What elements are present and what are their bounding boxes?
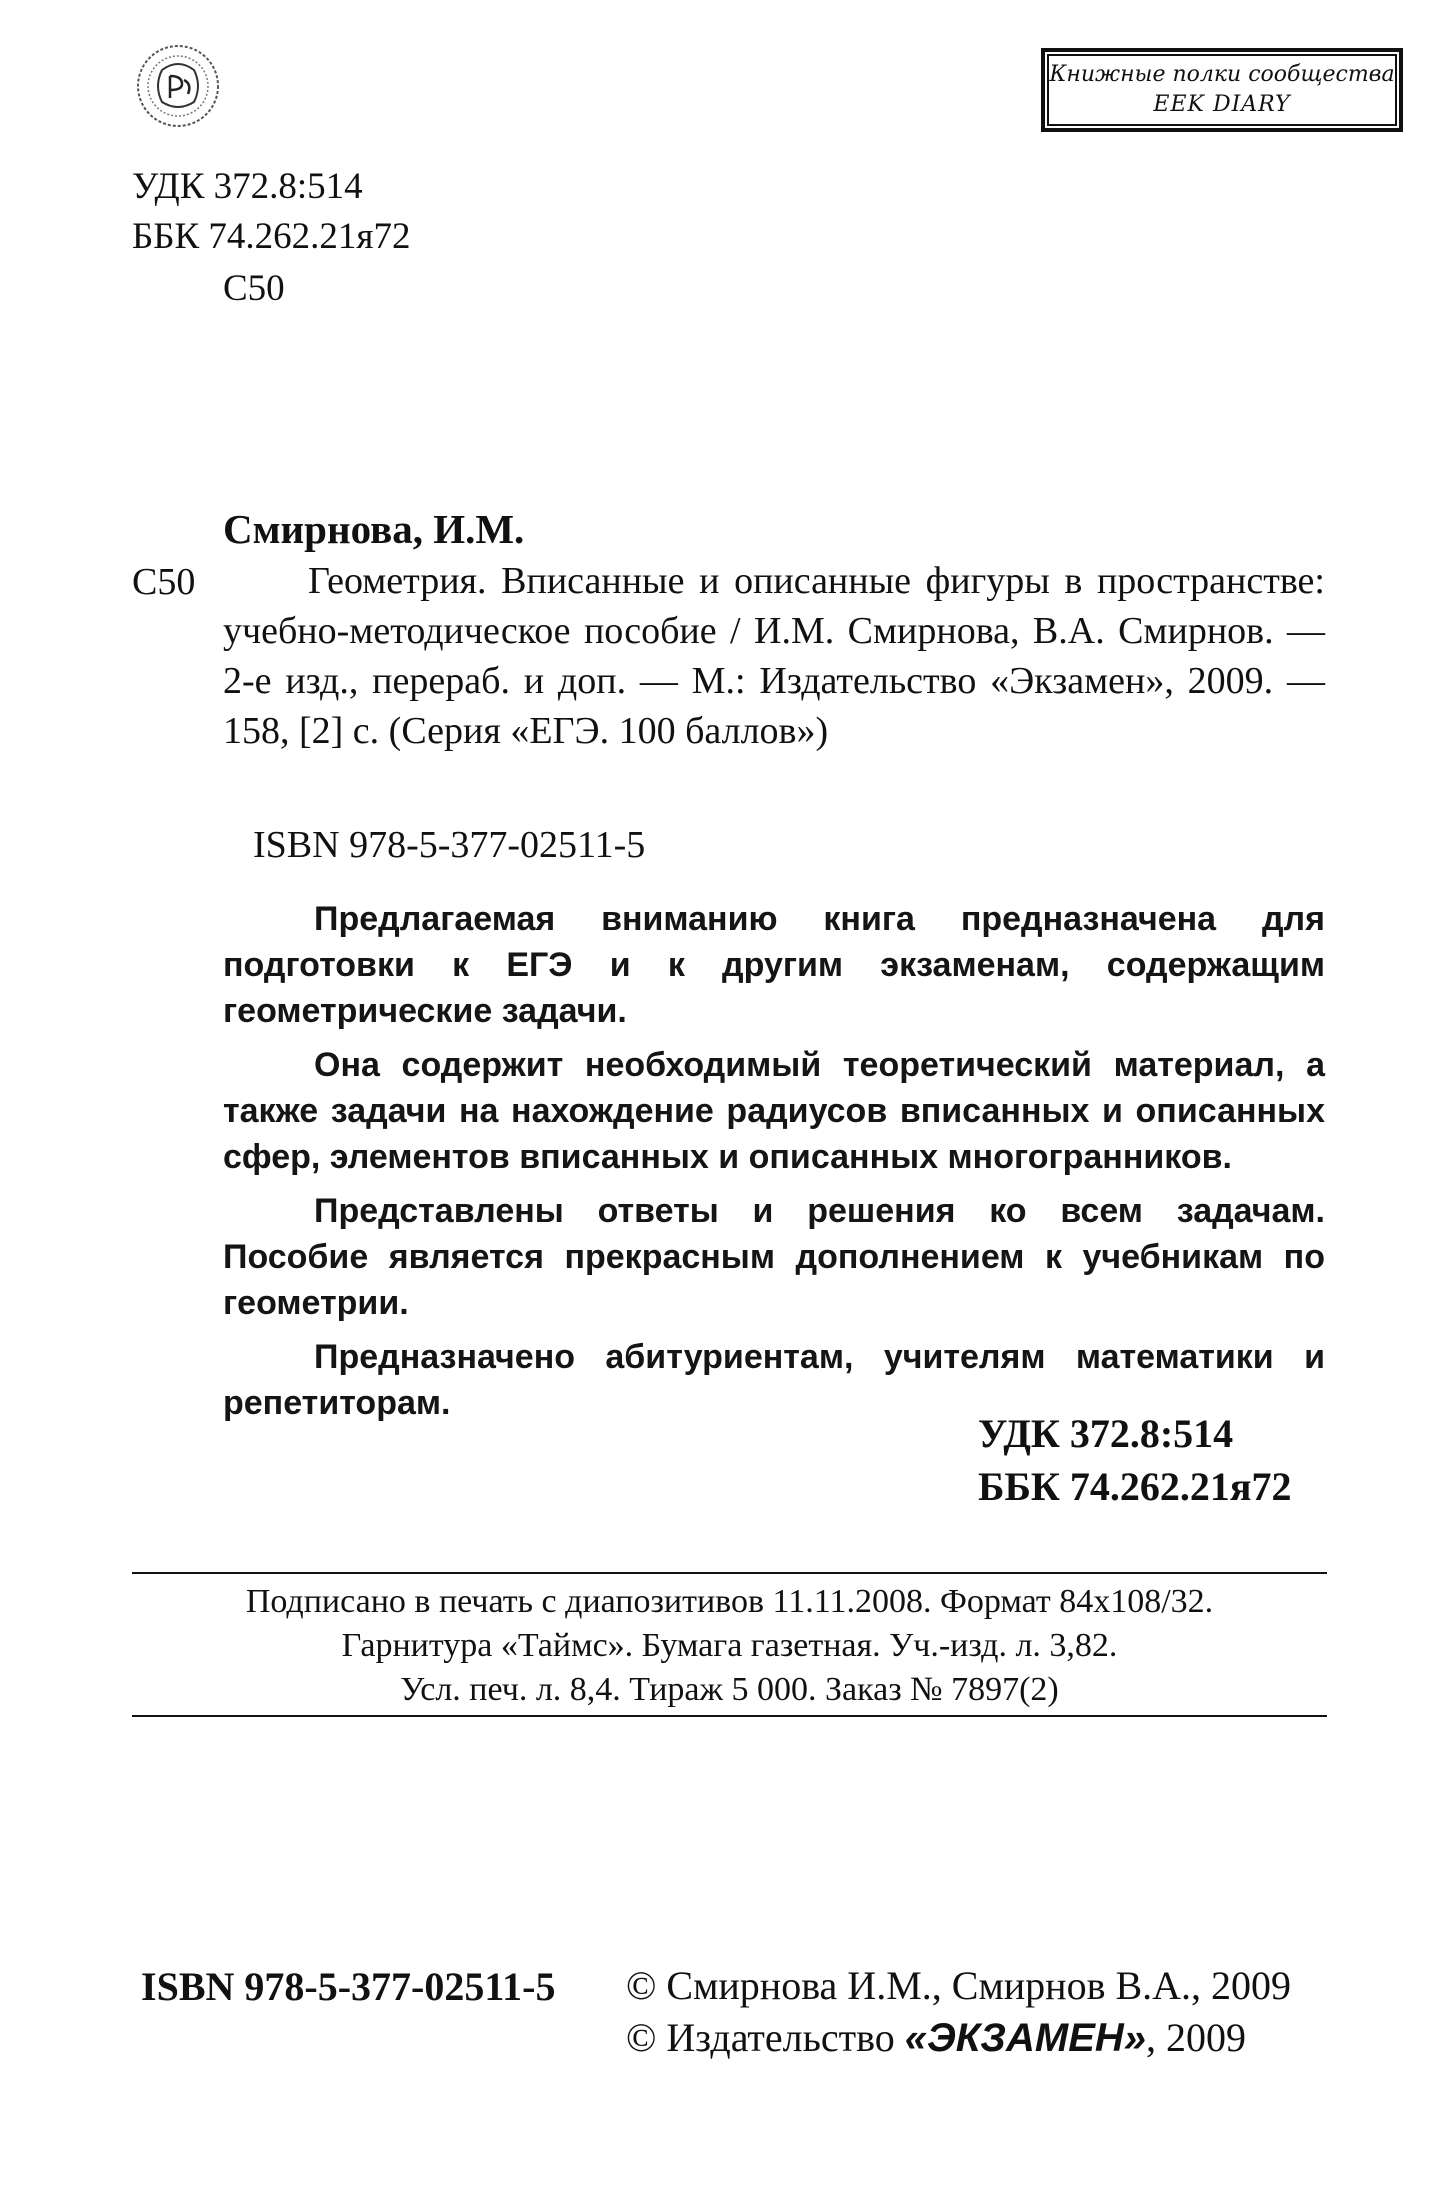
author-mark-entry: С50 <box>132 561 196 603</box>
divider-bottom <box>132 1715 1327 1717</box>
stamp-line-1: Книжные полки сообщества <box>1049 62 1395 87</box>
annotation <box>223 896 1325 1434</box>
copyright-authors: © Смирнова И.М., Смирнов В.А., 2009 <box>626 1963 1292 2008</box>
author-mark-top: С50 <box>223 268 285 309</box>
publisher-logo <box>132 40 224 132</box>
stamp-line-2: EEK DIARY <box>1153 92 1291 117</box>
bibliographic-description <box>223 556 1325 756</box>
divider-top <box>132 1572 1327 1574</box>
annotation-paragraph: Она содержит необходимый теоретический материал, а также задачи на нахождение радиусов вписанных и описанных сфер, элементов вписанных и описанных многогранников. <box>223 1046 1325 1176</box>
copyright-publisher-year: , 2009 <box>1146 2015 1247 2060</box>
annotation-paragraph: Представлены ответы и решения ко всем задачам. Пособие является прекрасным дополнением к учебникам по геометрии. <box>223 1192 1325 1322</box>
bbk-code-top: ББК 74.262.21я72 <box>132 216 411 257</box>
annotation-paragraph: Предлагаемая вниманию книга предназначена для подготовки к ЕГЭ и к другим экзаменам, содержащим геометрические задачи. <box>223 900 1325 1030</box>
imprint-line: Усл. печ. л. 8,4. Тираж 5 000. Заказ № 7897(2) <box>400 1671 1059 1708</box>
udk-code-bottom: УДК 372.8:514 <box>978 1411 1234 1456</box>
copyright-publisher-prefix: © Издательство <box>626 2015 905 2060</box>
publisher-brand: «ЭКЗАМЕН» <box>904 2016 1147 2060</box>
imprint-line: Гарнитура «Таймс». Бумага газетная. Уч.-изд. л. 3,82. <box>341 1627 1118 1664</box>
description-text: Геометрия. Вписанные и описанные фигуры в пространстве: учебно-методическое пособие / И.М. Смирнова, В.А. Смирнов. — 2-е изд., перераб. и доп. — М.: Издательство «Экзамен», 2009. — 158, [2] с. (Серия «ЕГЭ. 100 баллов») <box>223 560 1325 752</box>
udk-code-top: УДК 372.8:514 <box>132 166 363 207</box>
imprint-block <box>132 1580 1327 1712</box>
community-stamp <box>1041 48 1403 132</box>
isbn-footer: ISBN 978-5-377-02511-5 <box>141 1964 556 2009</box>
imprint-line: Подписано в печать с диапозитивов 11.11.2008. Формат 84x108/32. <box>245 1583 1214 1620</box>
annotation-paragraph: Предназначено абитуриентам, учителям математики и репетиторам. <box>223 1338 1325 1422</box>
bbk-code-bottom: ББК 74.262.21я72 <box>978 1464 1292 1509</box>
author-heading: Смирнова, И.М. <box>223 506 525 552</box>
isbn-entry: ISBN 978-5-377-02511-5 <box>253 824 646 866</box>
copyright-publisher <box>626 2012 1291 2064</box>
copyright-block <box>626 1960 1291 2064</box>
